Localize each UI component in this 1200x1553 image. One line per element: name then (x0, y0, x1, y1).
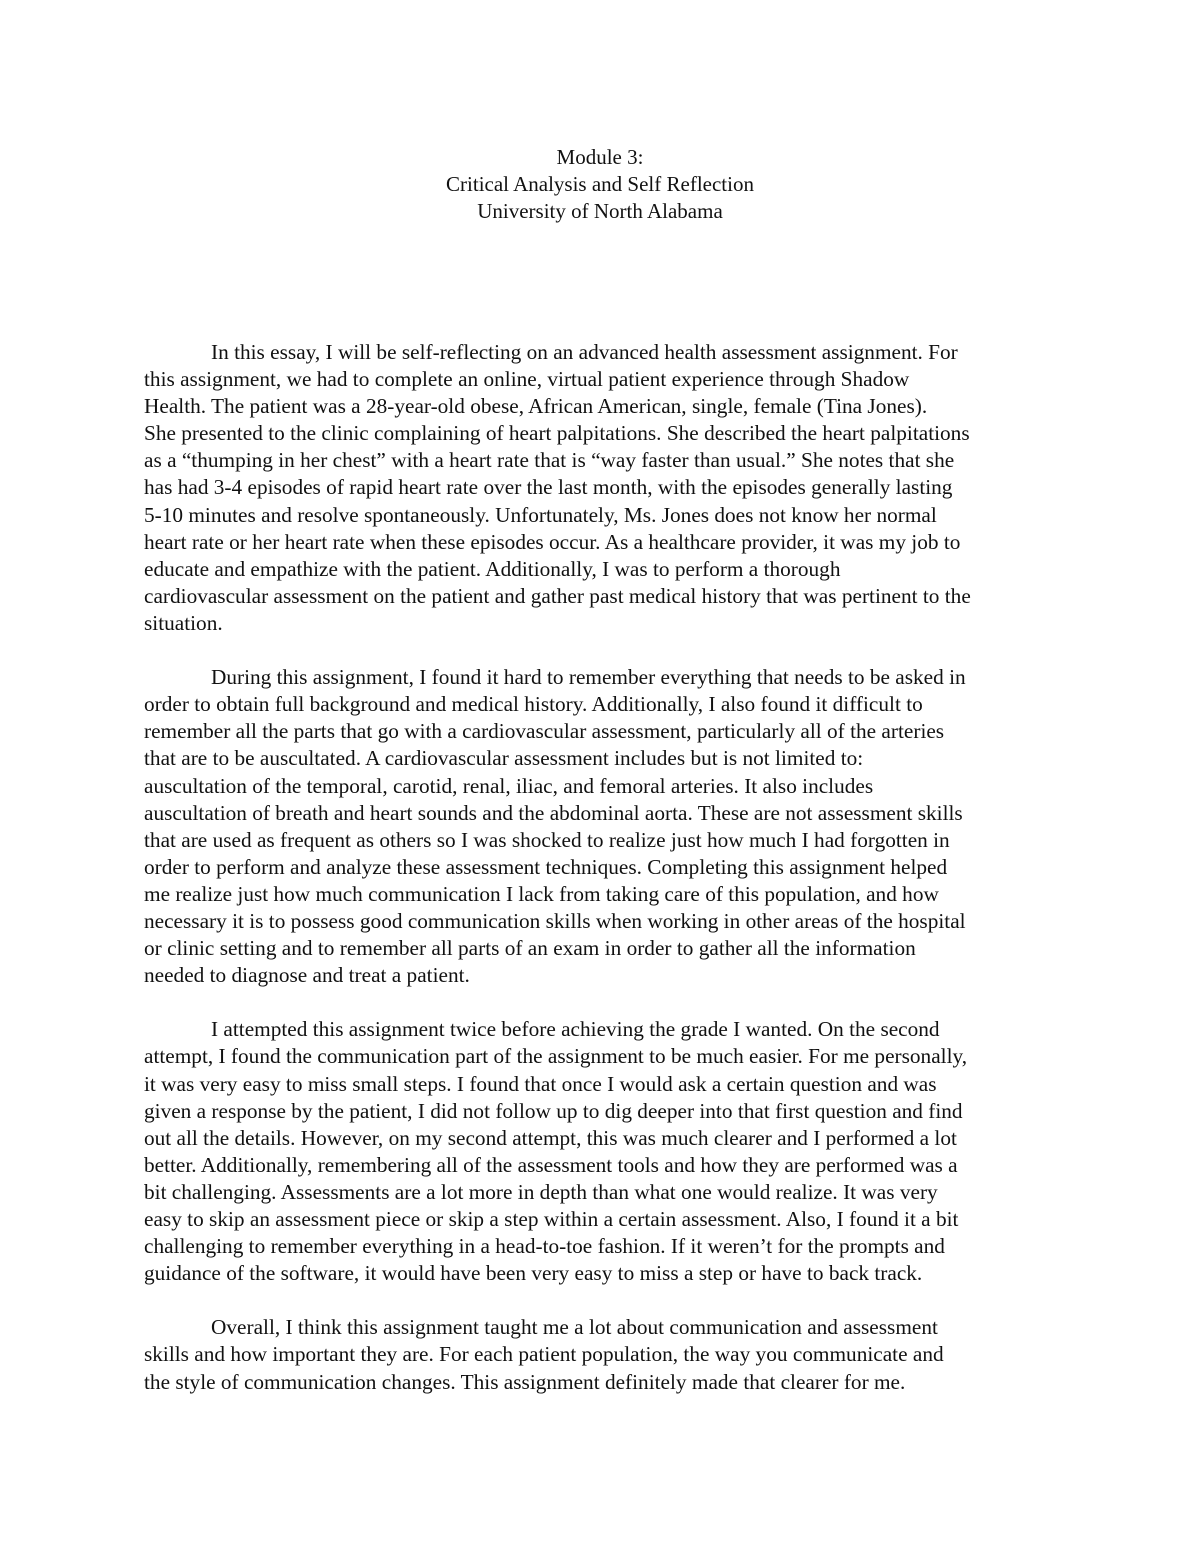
paragraph-line: Overall, I think this assignment taught me a lot about communication and assessment (211, 1315, 938, 1340)
paragraph-line: Health. The patient was a 28-year-old obese, African American, single, female (Tina Jones). (144, 394, 928, 419)
paragraph-line: guidance of the software, it would have been very easy to miss a step or have to back track. (144, 1261, 923, 1286)
paragraph-line: cardiovascular assessment on the patient and gather past medical history that was pertinent to the (144, 583, 971, 608)
essay-body (144, 339, 1064, 1423)
paragraph (144, 339, 1064, 637)
paragraph-line: that are to be auscultated. A cardiovascular assessment includes but is not limited to: (144, 746, 864, 771)
essay-title: Critical Analysis and Self Reflection (446, 172, 754, 196)
paragraph (144, 1016, 1064, 1287)
paragraph-line: me realize just how much communication I lack from taking care of this population, and how (144, 881, 939, 906)
title-block (0, 144, 1200, 225)
paragraph-line: necessary it is to possess good communication skills when working in other areas of the hospital (144, 908, 966, 933)
paragraph-line: it was very easy to miss small steps. I found that once I would ask a certain question and was (144, 1071, 937, 1096)
paragraph-line: During this assignment, I found it hard to remember everything that needs to be asked in (211, 665, 966, 690)
paragraph-line: order to obtain full background and medical history. Additionally, I also found it difficult to (144, 692, 923, 717)
paragraph-line: this assignment, we had to complete an online, virtual patient experience through Shadow (144, 367, 910, 392)
paragraph-line: that are used as frequent as others so I was shocked to realize just how much I had forgotten in (144, 827, 950, 852)
paragraph-line: or clinic setting and to remember all parts of an exam in order to gather all the information (144, 936, 916, 961)
paragraph-line: challenging to remember everything in a head-to-toe fashion. If it weren’t for the prompts and (144, 1234, 945, 1259)
paragraph-line: bit challenging. Assessments are a lot more in depth than what one would realize. It was very (144, 1179, 938, 1204)
paragraph-line: In this essay, I will be self-reflecting on an advanced health assessment assignment. For (211, 340, 958, 364)
paragraph-line: order to perform and analyze these assessment techniques. Completing this assignment helped (144, 854, 948, 879)
paragraph (144, 1314, 1064, 1395)
paragraph-line: auscultation of breath and heart sounds and the abdominal aorta. These are not assessment skills (144, 800, 963, 825)
paragraph-line: heart rate or her heart rate when these episodes occur. As a healthcare provider, it was my job to (144, 529, 961, 554)
paragraph-line: as a “thumping in her chest” with a heart rate that is “way faster than usual.” She notes that she (144, 448, 955, 473)
paragraph (144, 664, 1064, 989)
paragraph-line: She presented to the clinic complaining of heart palpitations. She described the heart palpitations (144, 421, 970, 446)
paragraph-line: remember all the parts that go with a cardiovascular assessment, particularly all of the arteries (144, 719, 945, 744)
paragraph-line: better. Additionally, remembering all of the assessment tools and how they are performed was a (144, 1152, 958, 1177)
paragraph-line: auscultation of the temporal, carotid, renal, iliac, and femoral arteries. It also includes (144, 773, 874, 798)
paragraph-line: has had 3-4 episodes of rapid heart rate over the last month, with the episodes generally lasting (144, 475, 953, 500)
module-title: Module 3: (556, 145, 644, 169)
paragraph-line: out all the details. However, on my second attempt, this was much clearer and I performed a lot (144, 1125, 957, 1150)
paragraph-line: skills and how important they are. For each patient population, the way you communicate and (144, 1342, 944, 1367)
paragraph-line: needed to diagnose and treat a patient. (144, 963, 470, 988)
paragraph-line: I attempted this assignment twice before achieving the grade I wanted. On the second (211, 1017, 940, 1042)
paragraph-line: easy to skip an assessment piece or skip a step within a certain assessment. Also, I found it a bit (144, 1207, 959, 1231)
university-name: University of North Alabama (477, 199, 723, 223)
paragraph-line: situation. (144, 610, 223, 635)
paragraph-line: given a response by the patient, I did not follow up to dig deeper into that first question and find (144, 1098, 963, 1123)
paragraph-line: 5-10 minutes and resolve spontaneously. Unfortunately, Ms. Jones does not know her normal (144, 502, 937, 527)
paragraph-line: the style of communication changes. This assignment definitely made that clearer for me. (144, 1369, 906, 1394)
paragraph-line: educate and empathize with the patient. Additionally, I was to perform a thorough (144, 556, 841, 581)
paragraph-line: attempt, I found the communication part of the assignment to be much easier. For me personally, (144, 1044, 968, 1069)
